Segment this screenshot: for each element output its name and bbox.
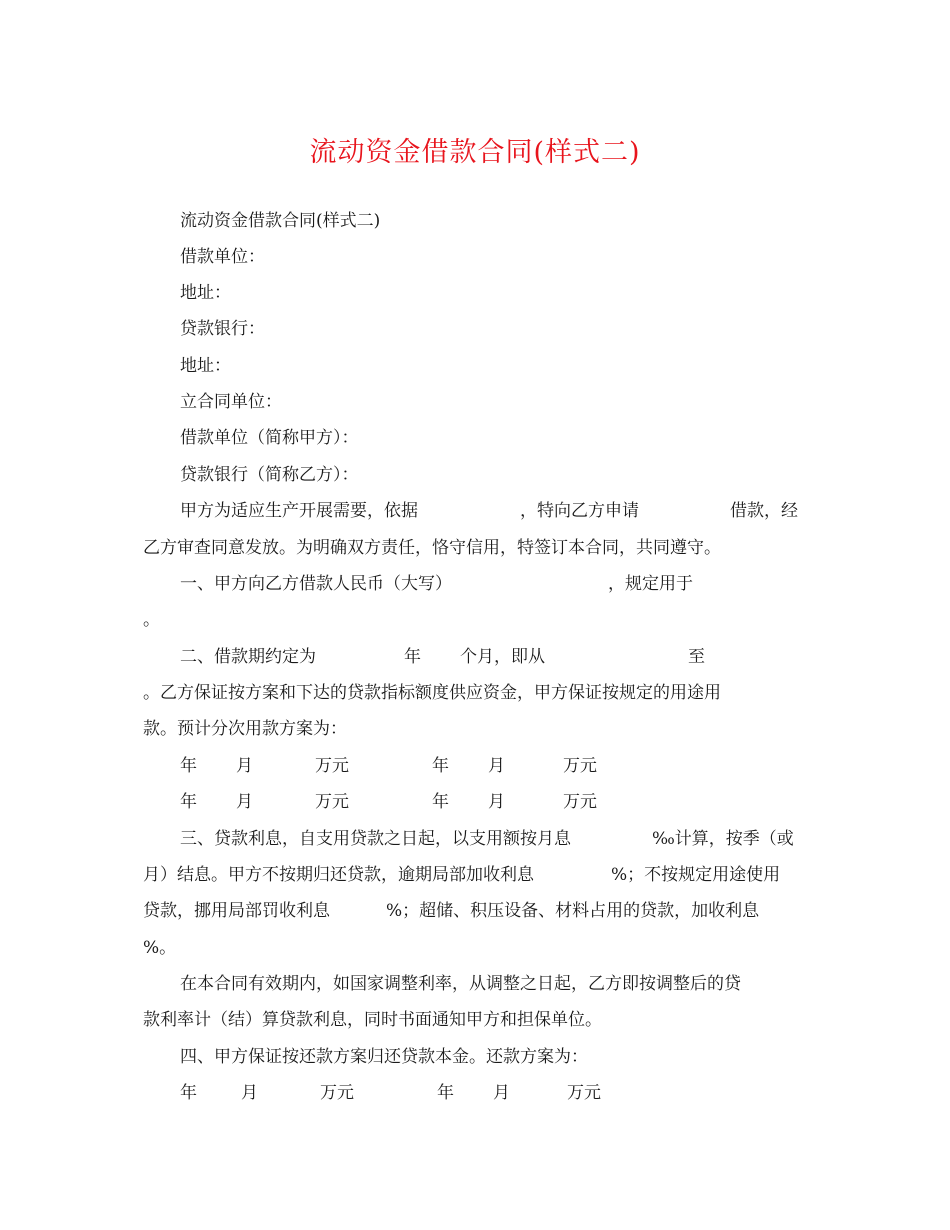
repay-row1-amount: 万元 <box>320 1083 354 1103</box>
clause3-line3-b: %；超储、积压设备、材料占用的贷款，加收利息 <box>386 901 760 921</box>
clause2-line1-b: 年 <box>404 647 421 667</box>
clause3-line3-a: 贷款，挪用局部罚收利息 <box>143 901 330 921</box>
schedule-row2-year: 年 <box>180 792 197 812</box>
schedule-row2-amount: 万元 <box>315 792 349 812</box>
document-title: 流动资金借款合同(样式二) <box>309 137 641 168</box>
clause3-line1-a: 三、贷款利息，自支用贷款之日起，以支用额按月息 <box>180 829 571 849</box>
schedule-row2-year2: 年 <box>432 792 449 812</box>
rate-adjust-line2: 款利率计（结）算贷款利息，同时书面通知甲方和担保单位。 <box>143 1010 602 1030</box>
clause3-line2-a: 月）结息。甲方不按期归还贷款，逾期局部加收利息 <box>143 865 534 885</box>
repay-row1-year2: 年 <box>437 1083 454 1103</box>
repay-row1-month2: 月 <box>493 1083 510 1103</box>
borrower-address-label: 地址： <box>180 283 231 303</box>
schedule-row1-year: 年 <box>180 756 197 776</box>
clause1-line2: 。 <box>143 610 160 630</box>
repay-row1-year: 年 <box>180 1083 197 1103</box>
clause2-line1-d: 至 <box>688 647 705 667</box>
schedule-row1-amount: 万元 <box>315 756 349 776</box>
clause2-line3: 款。预计分次用款方案为： <box>143 719 347 739</box>
schedule-row1-year2: 年 <box>432 756 449 776</box>
clause3-line4: %。 <box>143 938 177 958</box>
clause3-line1-b: ‰计算，按季（或 <box>652 829 794 849</box>
parties-label: 立合同单位： <box>180 392 282 412</box>
schedule-row2-month2: 月 <box>488 792 505 812</box>
subtitle: 流动资金借款合同(样式二) <box>180 211 381 231</box>
clause3-line2-b: %；不按规定用途使用 <box>611 865 781 885</box>
repay-row1-month: 月 <box>241 1083 258 1103</box>
repay-row1-amount2: 万元 <box>567 1083 601 1103</box>
schedule-row2-month: 月 <box>236 792 253 812</box>
schedule-row1-amount2: 万元 <box>563 756 597 776</box>
party-a-label: 借款单位（简称甲方）： <box>180 428 359 448</box>
party-b-label: 贷款银行（简称乙方）： <box>180 465 359 485</box>
lender-address-label: 地址： <box>180 356 231 376</box>
intro-line1-b: ，特向乙方申请 <box>520 501 639 521</box>
rate-adjust-line1: 在本合同有效期内，如国家调整利率，从调整之日起，乙方即按调整后的贷 <box>180 974 741 994</box>
schedule-row1-month2: 月 <box>488 756 505 776</box>
clause2-line2: 。乙方保证按方案和下达的贷款指标额度供应资金，甲方保证按规定的用途用 <box>143 683 721 703</box>
intro-line1-c: 借款，经 <box>730 501 798 521</box>
schedule-row1-month: 月 <box>236 756 253 776</box>
clause2-line1-a: 二、借款期约定为 <box>180 647 316 667</box>
clause1-line1-a: 一、甲方向乙方借款人民币（大写） <box>180 574 452 594</box>
lender-label: 贷款银行： <box>180 319 265 339</box>
borrower-label: 借款单位： <box>180 247 265 267</box>
intro-line1-a: 甲方为适应生产开展需要，依据 <box>180 501 418 521</box>
clause2-line1-c: 个月，即从 <box>460 647 545 667</box>
clause4-line1: 四、甲方保证按还款方案归还贷款本金。还款方案为： <box>180 1047 588 1067</box>
intro-line2: 乙方审查同意发放。为明确双方责任，恪守信用，特签订本合同，共同遵守。 <box>143 538 721 558</box>
schedule-row2-amount2: 万元 <box>563 792 597 812</box>
clause1-line1-b: ，规定用于 <box>608 574 693 594</box>
